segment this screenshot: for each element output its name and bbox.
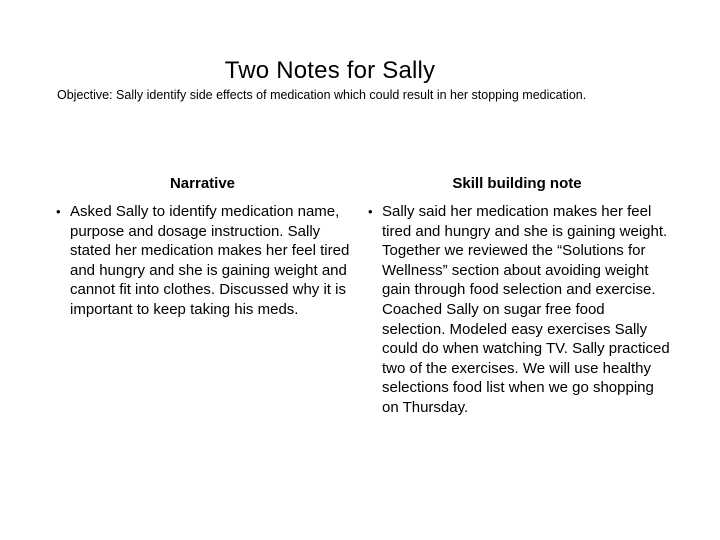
list-item [362,202,672,418]
narrative-bullet-text: Asked Sally to identify medication name, purpose and dosage instruction. Sally stated her medication makes her feel tired and hungry and she is gaining weight and cannot fit into clothes. Discussed why it is important to keep taking his meds. [70,203,350,318]
skill-building-column [362,175,672,418]
list-item [50,202,355,320]
bullet-dot-icon: • [56,204,61,219]
bullet-dot-icon: • [368,204,373,219]
narrative-column [50,175,355,320]
narrative-heading: Narrative [169,175,236,192]
skill-building-list [362,202,672,418]
skill-building-heading: Skill building note [452,175,582,192]
slide-title: Two Notes for Sally [224,57,436,84]
skill-building-bullet-text: Sally said her medication makes her feel tired and hungry and she is gaining weight. Together we reviewed the “Solutions for Wellness” section about avoiding weight gain through food selection and exercise. Coached Sally on sugar free food selection. Modeled easy exercises Sally could do when watching TV. Sally practiced two of the exercises. We will use healthy selections food list when we go shopping on Thursday. [382,203,670,416]
narrative-list [50,202,355,320]
objective-text: Objective: Sally identify side effects of medication which could result in her stopping medication. [57,88,587,102]
